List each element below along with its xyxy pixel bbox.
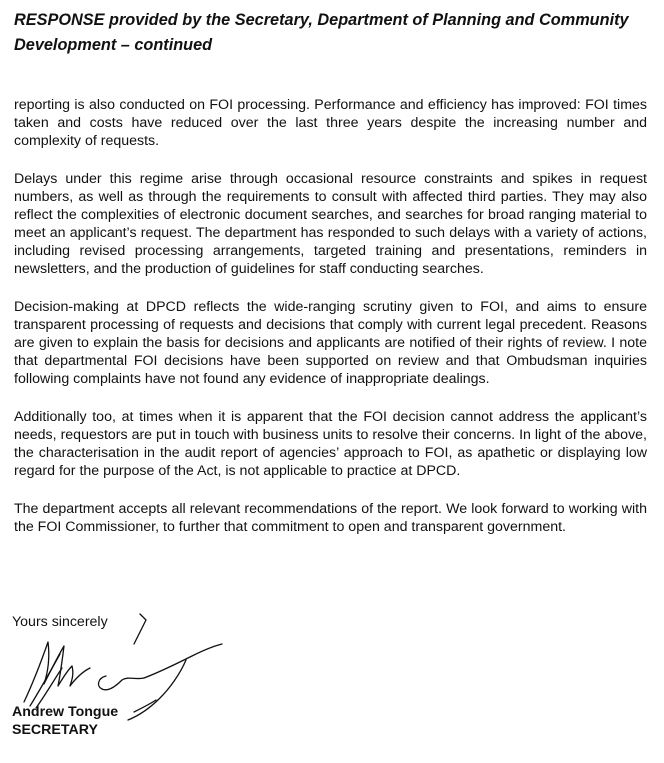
paragraph-recommendations: The department accepts all relevant recommendations of the report. We look forward to working with the FOI Commissioner, to further that commitment to open and transparent government. [14,501,647,535]
page-heading: RESPONSE provided by the Secretary, Department of Planning and Community Development – continued [14,11,629,54]
signatory-name: Andrew Tongue [12,704,119,720]
paragraph-reporting: reporting is also conducted on FOI processing. Performance and efficiency has improved: FOI times taken and costs have reduced over the last three years despite the increasing number and complexity of requests. [14,97,647,149]
signatory-block [12,703,118,739]
signatory-title: SECRETARY [12,722,98,738]
closing-salutation: Yours sincerely [12,614,108,630]
paragraph-delays: Delays under this regime arise through occasional resource constraints and spikes in request numbers, as well as through the requirements to consult with affected third parties. They may also reflect the complexities of electronic document searches, and searches for broad ranging material to meet an applicant’s request. The department has responded to such delays with a variety of actions, including revised processing arrangements, targeted training and presentations, reminders in newsletters, and the production of guidelines for staff conducting searches. [14,171,647,277]
letter-body [14,96,647,556]
paragraph-decision-making: Decision-making at DPCD reflects the wide-ranging scrutiny given to FOI, and aims to ensure transparent processing of requests and decisions that comply with current legal precedent. Reasons are given to explain the basis for decisions and applicants are notified of their rights of review. I note that departmental FOI decisions have been supported on review and that Ombudsman inquiries following complaints have not found any evidence of inappropriate dealings. [14,299,647,387]
paragraph-additionally: Additionally too, at times when it is apparent that the FOI decision cannot address the applicant’s needs, requestors are put in touch with business units to resolve their concerns. In light of the above, the characterisation in the audit report of agencies’ approach to FOI, as apathetic or displaying low regard for the purpose of the Act, is not applicable to practice at DPCD. [14,409,647,479]
